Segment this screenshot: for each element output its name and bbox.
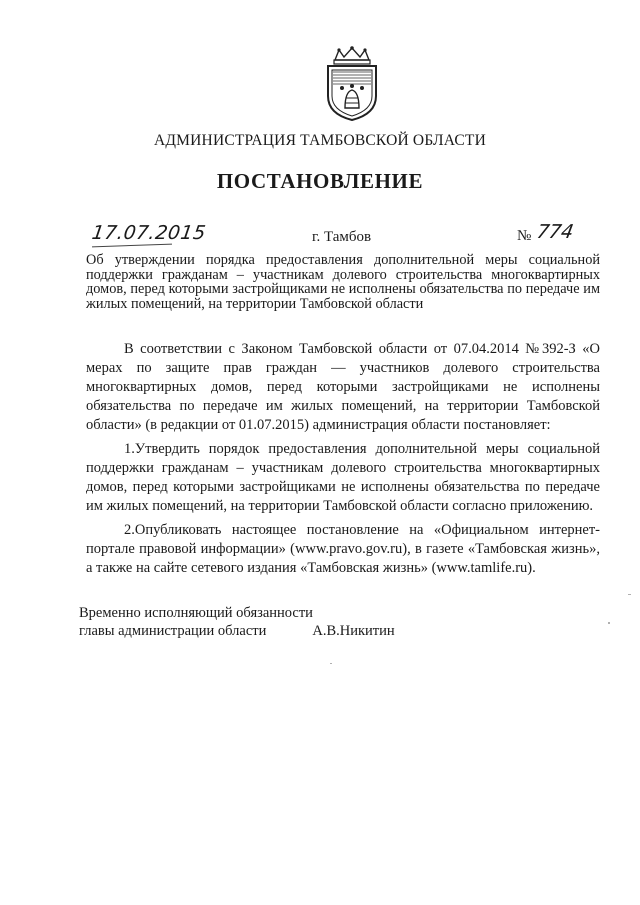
body-paragraph: 2.Опубликовать настоящее постановление на «Официальном интернет-портале правовой информации» (www.pravo.gov.ru), в газете «Тамбовская жизнь», а также на сайте сетевого издания «Тамбовская жизнь» (www.tamlife.ru). bbox=[86, 522, 600, 576]
coat-of-arms-icon bbox=[321, 46, 383, 122]
scan-speck bbox=[330, 663, 332, 664]
document-title: ПОСТАНОВЛЕНИЕ bbox=[216, 169, 424, 193]
body-paragraph: 1.Утвердить порядок предоставления дополнительной меры социальной поддержки гражданам – участникам долевого строительства многоквартирных домов, перед которыми застройщиками не исполнены обязательства по передаче им жилых помещений, на территории Тамбовской области согласно приложению. bbox=[86, 441, 600, 514]
signature-block bbox=[79, 604, 395, 640]
signatory-position-line1: Временно исполняющий обязанности bbox=[79, 605, 313, 621]
body-paragraph: В соответствии с Законом Тамбовской области от 07.04.2014 №392-З «О мерах по защите прав граждан — участников долевого строительства многоквартирных домов, перед которыми застройщиками не исполнены обязательства по передаче им жилых помещений, на территории Тамбовской области» (в редакции от 01.07.2015) администрация области постановляет: bbox=[86, 341, 600, 433]
organization-name: АДМИНИСТРАЦИЯ ТАМБОВСКОЙ ОБЛАСТИ bbox=[154, 132, 486, 149]
scan-speck bbox=[608, 622, 610, 624]
handwritten-number: 774 bbox=[535, 221, 576, 243]
handwritten-date: 17.07.2015 bbox=[90, 222, 208, 244]
document-body bbox=[86, 340, 600, 583]
city: г. Тамбов bbox=[312, 229, 372, 245]
date-underline bbox=[92, 244, 172, 248]
document-subject: Об утверждении порядка предоставления дополнительной меры социальной поддержки гражданам – участникам долевого строительства многоквартирных домов, перед которыми застройщиками не исполнены обязательства по передаче им жилых помещений, на территории Тамбовской области bbox=[86, 252, 600, 312]
signatory-position-line2: главы администрации области bbox=[79, 623, 267, 639]
scan-speck bbox=[628, 594, 631, 595]
signatory-name: А.В.Никитин bbox=[312, 623, 395, 639]
number-label: № bbox=[517, 228, 532, 244]
